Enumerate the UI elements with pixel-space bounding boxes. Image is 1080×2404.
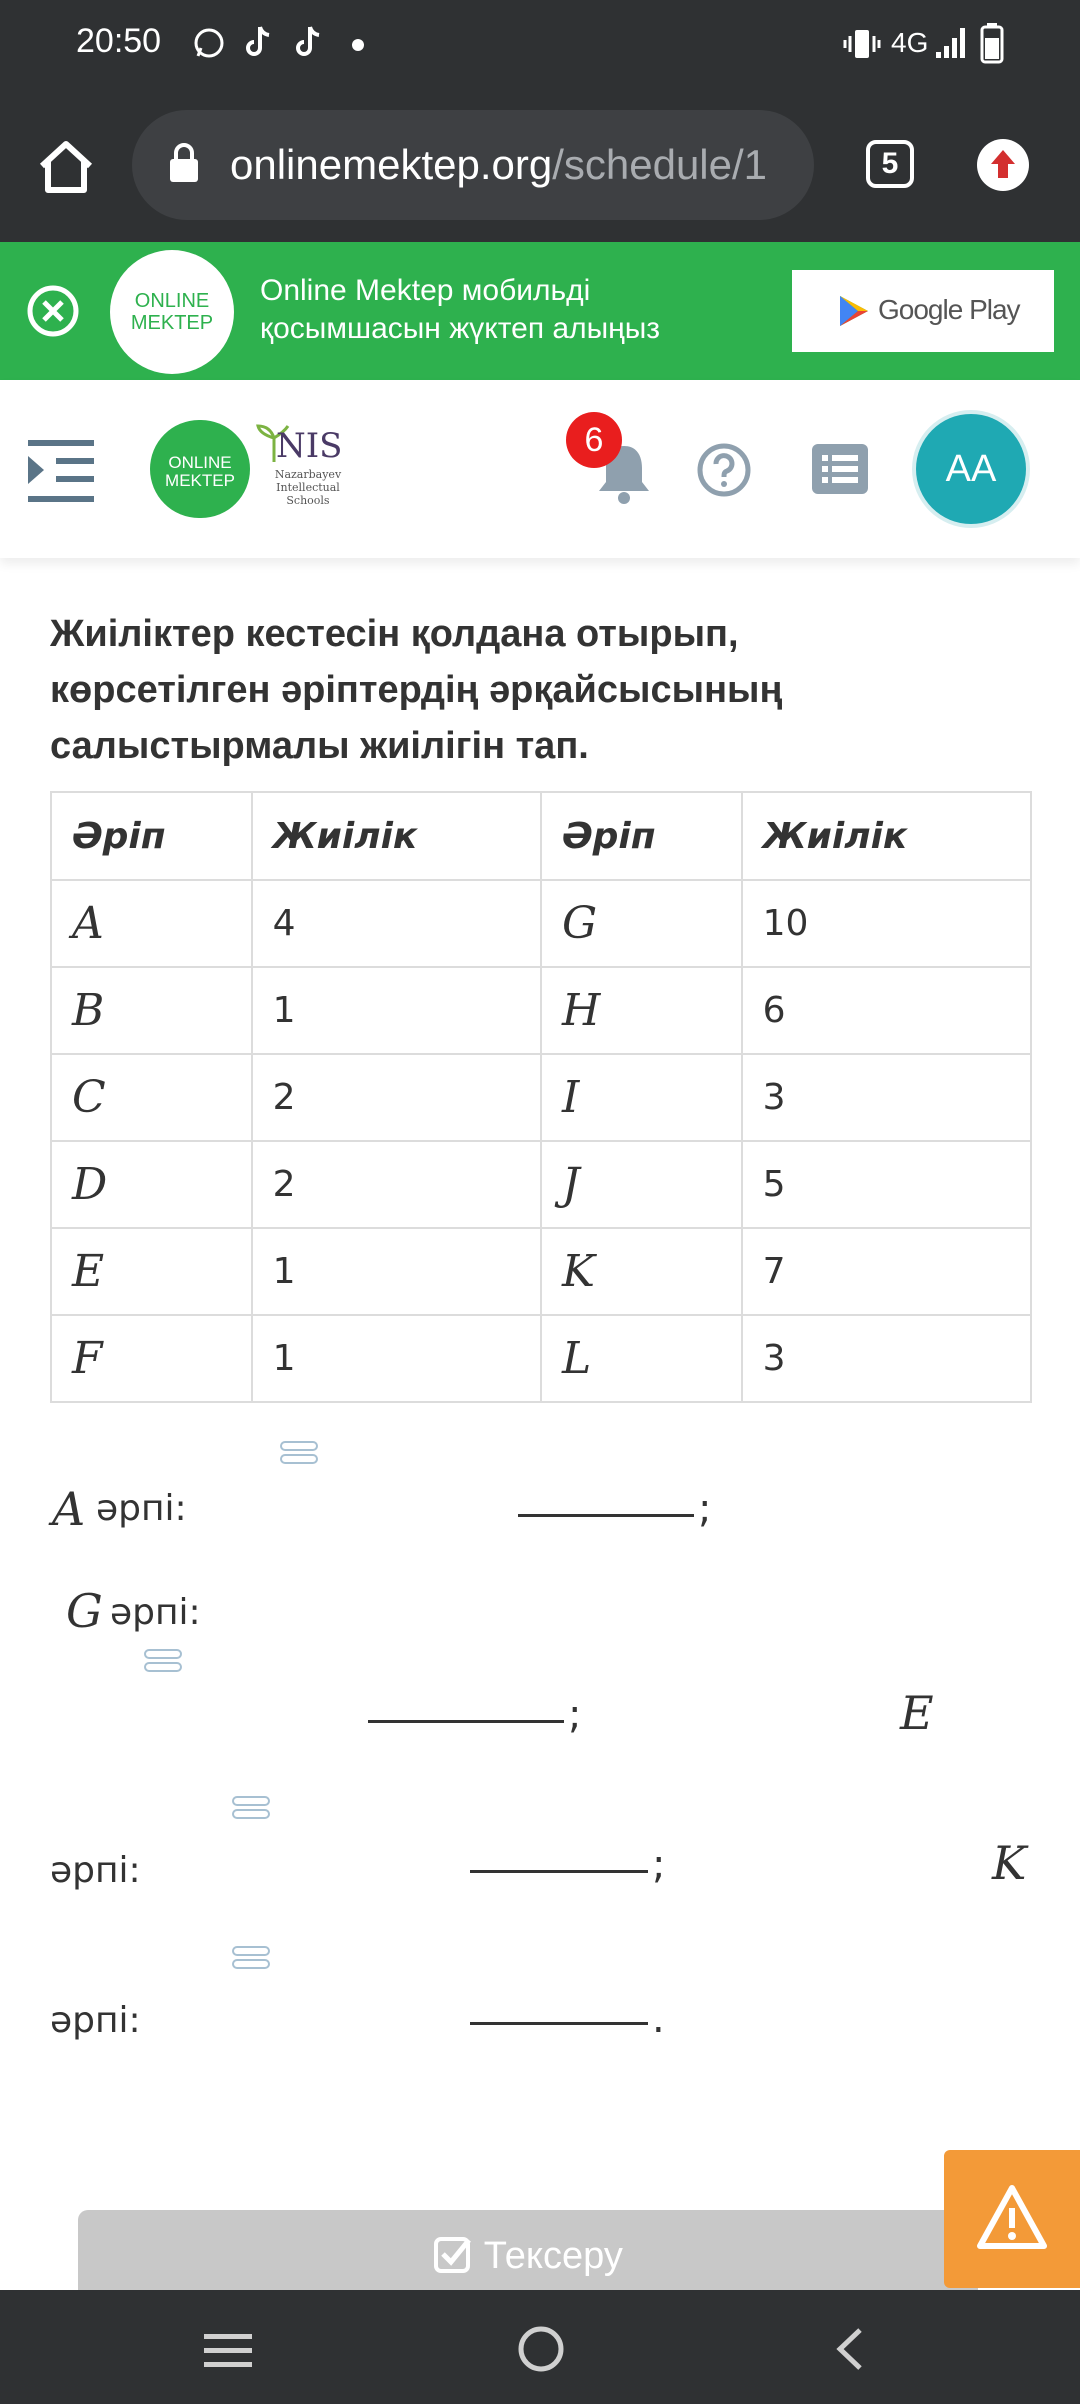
warning-icon (976, 2184, 1048, 2250)
drag-handle-icon[interactable] (232, 1794, 270, 1822)
report-problem-button[interactable] (944, 2150, 1080, 2288)
nis-sub2: Intellectual (276, 481, 340, 494)
table-cell: 2 (252, 1054, 541, 1141)
site-header (0, 380, 1080, 558)
url-path: /schedule/1 (552, 141, 768, 188)
answer-punct: . (652, 1996, 665, 2042)
answer-blank-a[interactable] (518, 1514, 694, 1517)
table-cell: 6 (742, 967, 1031, 1054)
table-cell: B (51, 967, 252, 1054)
table-cell: I (541, 1054, 742, 1141)
table-cell: E (51, 1228, 252, 1315)
header-logo-line1: ONLINE (168, 453, 232, 472)
table-row (51, 1054, 1031, 1141)
table-cell: 5 (742, 1141, 1031, 1228)
signal-icon (934, 24, 968, 60)
column-header: Жиілік (252, 792, 541, 880)
question-line2: көрсетілген әріптердің әрқайсысының (50, 669, 783, 711)
menu-icon[interactable] (26, 438, 96, 504)
question-line1: Жиіліктер кестесін қолдана отырып, (50, 613, 739, 655)
url-domain: onlinemektep.org (230, 141, 553, 188)
lock-icon (168, 142, 200, 184)
question-text (50, 606, 1030, 774)
answer-letter-e: E (900, 1686, 934, 1740)
android-nav-bar (0, 2290, 1080, 2404)
table-cell: C (51, 1054, 252, 1141)
header-logo-line2: MEKTEP (165, 471, 235, 490)
table-row (51, 1141, 1031, 1228)
drag-handle-icon[interactable] (144, 1647, 182, 1675)
promo-text (260, 272, 730, 348)
table-cell: J (541, 1141, 742, 1228)
frequency-table (50, 791, 1032, 1403)
recents-icon[interactable] (202, 2330, 254, 2372)
answer-punct: ; (698, 1486, 712, 1532)
answer-blank-e[interactable] (470, 1870, 648, 1873)
battery-icon (980, 22, 1004, 64)
google-play-button[interactable] (792, 270, 1054, 352)
table-cell: A (51, 880, 252, 967)
app-promo-banner (0, 242, 1080, 380)
table-cell: 4 (252, 880, 541, 967)
table-cell: 1 (252, 1228, 541, 1315)
column-header: Әріп (51, 792, 252, 880)
whatsapp-icon (192, 26, 226, 60)
table-cell: H (541, 967, 742, 1054)
table-header-row (51, 792, 1031, 880)
table-cell: G (541, 880, 742, 967)
check-button[interactable] (78, 2210, 978, 2290)
answer-letter-k: K (992, 1836, 1027, 1890)
answer-area (0, 1430, 1080, 2050)
notification-dot (352, 39, 364, 51)
promo-logo-line1: ONLINE (134, 290, 210, 312)
table-row (51, 967, 1031, 1054)
checkbox-icon (433, 2234, 473, 2274)
table-cell: 10 (742, 880, 1031, 967)
table-cell: 2 (252, 1141, 541, 1228)
table-cell: 3 (742, 1315, 1031, 1402)
nis-sub3: Schools (286, 494, 330, 507)
table-row (51, 1228, 1031, 1315)
answer-blank-k[interactable] (470, 2022, 648, 2025)
tiktok-icon (244, 24, 274, 60)
promo-text-line2: қосымшасын жүктеп алыңыз (260, 312, 661, 345)
table-cell: D (51, 1141, 252, 1228)
back-icon[interactable] (830, 2326, 870, 2372)
table-cell: 7 (742, 1228, 1031, 1315)
table-cell: 1 (252, 1315, 541, 1402)
tab-switcher-button[interactable]: 5 (866, 140, 914, 188)
user-avatar[interactable]: AA (916, 414, 1026, 524)
answer-suffix: әрпі: (96, 1488, 187, 1529)
answer-suffix: әрпі: (110, 1592, 201, 1633)
answer-punct: ; (652, 1842, 666, 1888)
table-cell: 1 (252, 967, 541, 1054)
home-nav-icon[interactable] (516, 2324, 566, 2374)
help-icon[interactable] (696, 442, 752, 498)
answer-letter-g: G (66, 1584, 103, 1638)
notification-badge: 6 (566, 412, 622, 468)
nis-logo (254, 424, 344, 524)
update-icon[interactable] (976, 138, 1030, 192)
online-mektep-logo[interactable] (150, 420, 250, 518)
browser-toolbar (0, 90, 1080, 242)
google-play-label: Google Play (878, 294, 1020, 325)
nis-title: NIS (276, 426, 343, 466)
google-play-icon (838, 294, 870, 328)
answer-blank-g[interactable] (368, 1720, 564, 1723)
home-icon[interactable] (36, 138, 96, 194)
promo-logo-line2: MEKTEP (130, 312, 214, 334)
table-cell: K (541, 1228, 742, 1315)
table-cell: L (541, 1315, 742, 1402)
status-time: 20:50 (76, 22, 162, 60)
check-button-text: Тексеру (483, 2235, 623, 2277)
answer-suffix: әрпі: (50, 1850, 141, 1891)
close-icon[interactable] (26, 284, 80, 338)
question-line3: салыстырмалы жиілігін тап. (50, 725, 589, 767)
list-icon[interactable] (812, 444, 868, 494)
column-header: Әріп (541, 792, 742, 880)
url-text[interactable] (230, 141, 795, 189)
table-row (51, 880, 1031, 967)
answer-punct: ; (568, 1692, 582, 1738)
drag-handle-icon[interactable] (280, 1439, 318, 1467)
table-cell: F (51, 1315, 252, 1402)
answer-letter-a: A (52, 1482, 86, 1536)
check-button-label (78, 2234, 978, 2278)
column-header: Жиілік (742, 792, 1031, 880)
vibrate-icon (842, 26, 882, 62)
tiktok-icon-2 (294, 24, 324, 60)
nis-sub1: Nazarbayev (274, 468, 342, 481)
network-type: 4G (891, 27, 929, 58)
table-cell: 3 (742, 1054, 1031, 1141)
answer-suffix: әрпі: (50, 2000, 141, 2041)
promo-logo (110, 250, 234, 374)
promo-text-line1: Online Mektep мобильді (260, 274, 591, 307)
status-bar (0, 0, 1080, 90)
drag-handle-icon[interactable] (232, 1944, 270, 1972)
table-row (51, 1315, 1031, 1402)
